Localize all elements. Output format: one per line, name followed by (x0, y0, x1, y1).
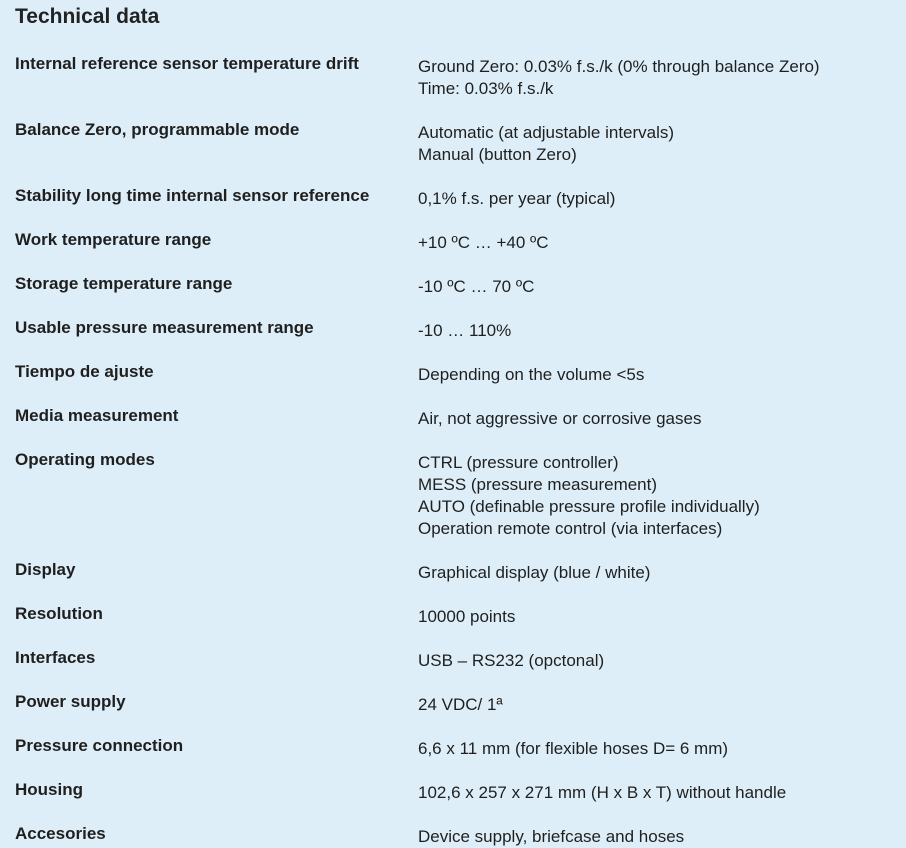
spec-value (418, 122, 674, 166)
spec-value-line: Operation remote control (via interfaces) (418, 519, 723, 538)
spec-label: Work temperature range (15, 230, 212, 249)
spec-value (418, 562, 650, 584)
spec-value-line: 24 VDC/ 1ª (418, 695, 503, 714)
spec-label: Display (15, 560, 76, 579)
spec-value-line: +10 ºC … +40 ºC (418, 233, 549, 252)
spec-label: Usable pressure measurement range (15, 318, 314, 337)
spec-value-line: USB – RS232 (opctonal) (418, 651, 605, 670)
spec-value-line: CTRL (pressure controller) (418, 453, 619, 472)
spec-value (418, 364, 644, 386)
spec-label: Storage temperature range (15, 274, 233, 293)
spec-value-line: MESS (pressure measurement) (418, 475, 658, 494)
spec-label: Media measurement (15, 406, 179, 425)
spec-label: Pressure connection (15, 736, 184, 755)
spec-value-line: 102,6 x 257 x 271 mm (H x B x T) without handle (418, 783, 787, 802)
spec-value (418, 56, 820, 100)
spec-label: Resolution (15, 604, 103, 623)
spec-value-line: Automatic (at adjustable intervals) (418, 123, 675, 142)
spec-value-line: 0,1% f.s. per year (typical) (418, 189, 616, 208)
spec-value (418, 826, 684, 848)
spec-label: Housing (15, 780, 83, 799)
spec-value (418, 408, 701, 430)
spec-value-line: Depending on the volume <5s (418, 365, 645, 384)
spec-value-line: 10000 points (418, 607, 516, 626)
spec-label: Stability long time internal sensor reference (15, 186, 370, 205)
spec-value (418, 232, 549, 254)
spec-label: Tiempo de ajuste (15, 362, 154, 381)
spec-label: Operating modes (15, 450, 155, 469)
spec-value (418, 320, 511, 342)
page-title: Technical data (15, 5, 160, 28)
spec-value-line: -10 ºC … 70 ºC (418, 277, 535, 296)
spec-value-line: 6,6 x 11 mm (for flexible hoses D= 6 mm) (418, 739, 729, 758)
spec-value-line: AUTO (definable pressure profile individually) (418, 497, 760, 516)
spec-value (418, 782, 786, 804)
spec-value-line: Air, not aggressive or corrosive gases (418, 409, 702, 428)
spec-value-line: -10 … 110% (418, 321, 512, 340)
spec-value-line: Device supply, briefcase and hoses (418, 827, 685, 846)
spec-value (418, 694, 503, 716)
spec-value (418, 650, 604, 672)
spec-label: Accesories (15, 824, 106, 843)
spec-value-line: Graphical display (blue / white) (418, 563, 651, 582)
spec-value-line: Time: 0.03% f.s./k (418, 79, 554, 98)
spec-label: Power supply (15, 692, 126, 711)
spec-value (418, 606, 515, 628)
spec-value (418, 188, 615, 210)
spec-value (418, 738, 728, 760)
spec-value-line: Manual (button Zero) (418, 145, 577, 164)
spec-value-line: Ground Zero: 0.03% f.s./k (0% through balance Zero) (418, 57, 820, 76)
spec-label: Interfaces (15, 648, 96, 667)
spec-value (418, 276, 534, 298)
spec-value (418, 452, 760, 540)
spec-label: Internal reference sensor temperature drift (15, 54, 359, 73)
spec-label: Balance Zero, programmable mode (15, 120, 300, 139)
